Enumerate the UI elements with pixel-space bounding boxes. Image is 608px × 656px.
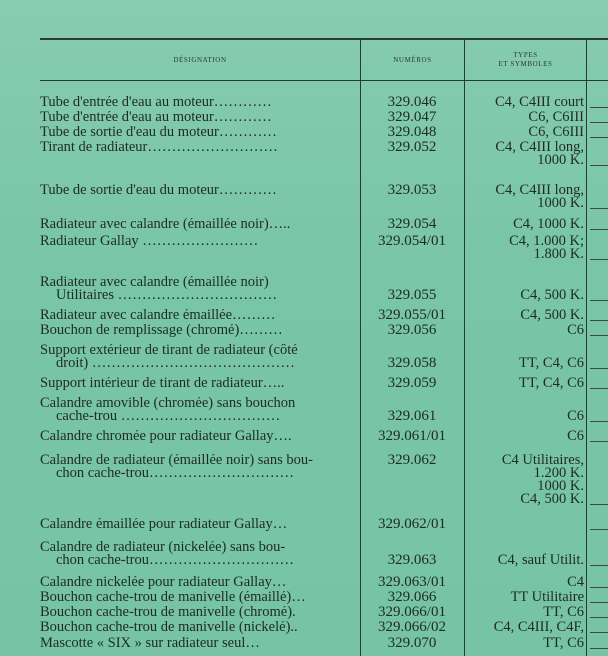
designation-cell-line: droit) …………………………………… (56, 355, 295, 370)
designation-cell-line: Bouchon cache-trou de manivelle (émaillé)… (40, 591, 306, 604)
type-cell-line: TT, C4, C6 (519, 355, 584, 371)
part-number-cell-line: 329.070 (387, 635, 437, 651)
type-cell-line: TT Utilitaire (510, 589, 584, 605)
designation-cell (40, 324, 358, 337)
type-cell-line: C4, sauf Utilit. (497, 552, 584, 568)
designation-cell-line: Radiateur avec calandre (émaillée noir) (40, 276, 269, 290)
designation-cell-line: Utilitaires …………………………… (56, 287, 278, 302)
designation-cell-line: Tube d'entrée d'eau au moteur………… (40, 96, 272, 109)
type-cell (466, 576, 584, 589)
type-cell (466, 377, 584, 390)
type-cell-line: TT, C6 (543, 604, 584, 620)
designation-cell-line: Support intérieur de tirant de radiateur….. (40, 377, 285, 390)
designation-cell-line: Support extérieur de tirant de radiateur (côté (40, 344, 298, 358)
part-number-cell (362, 235, 462, 248)
type-cell-line: C4, 500 K. (520, 287, 584, 303)
part-number-cell (362, 397, 462, 423)
part-number-cell-line: 329.062/01 (378, 516, 446, 532)
designation-cell-line: Calandre amovible (chromée) sans bouchon (40, 397, 296, 411)
type-cell (466, 141, 584, 167)
designation-cell-line: Radiateur avec calandre (émaillée noir)….. (40, 218, 291, 231)
type-cell (466, 324, 584, 337)
type-cell-line: 1000 K. (537, 152, 584, 168)
part-number-cell-line: 329.066/02 (378, 619, 446, 635)
part-number-cell-line: 329.052 (387, 139, 437, 155)
type-cell (466, 591, 584, 604)
designation-cell (40, 141, 358, 154)
part-number-cell-line: 329.046 (387, 94, 437, 110)
header-numeros-label: NUMÉROS (393, 55, 432, 64)
part-number-cell-line: 329.062 (387, 452, 437, 468)
type-cell-line: C4, C4III, C4F, (493, 619, 584, 635)
row-tick (590, 259, 608, 260)
type-cell-line: C4, C4III long, (495, 139, 584, 155)
designation-cell (40, 218, 358, 231)
designation-cell (40, 621, 358, 634)
type-cell (466, 621, 584, 634)
designation-cell (40, 276, 358, 302)
designation-cell (40, 377, 358, 390)
row-tick (590, 137, 608, 138)
designation-cell (40, 309, 358, 322)
designation-cell (40, 397, 358, 423)
part-number-cell (362, 377, 462, 390)
type-cell-line: C4 (567, 574, 584, 590)
type-cell (466, 126, 584, 139)
designation-cell (40, 96, 358, 109)
row-tick (590, 300, 608, 301)
type-cell-line: C4, 500 K. (520, 307, 584, 323)
designation-cell-line: Calandre de radiateur (émaillée noir) sans bou- (40, 454, 313, 468)
designation-cell-line: chon cache-trou………………………… (56, 552, 294, 567)
type-cell (466, 637, 584, 650)
designation-cell (40, 518, 358, 531)
type-cell-line: C4, C4III long, (495, 182, 584, 198)
part-number-cell-line: 329.047 (387, 109, 437, 125)
row-tick (590, 122, 608, 123)
row-tick (590, 441, 608, 442)
designation-cell-line: Tube d'entrée d'eau au moteur………… (40, 111, 272, 124)
type-cell-line: C6 (567, 428, 584, 444)
row-tick (590, 368, 608, 369)
part-number-cell (362, 344, 462, 370)
type-cell (466, 111, 584, 124)
part-number-cell-line: 329.063 (387, 552, 437, 568)
type-cell (466, 309, 584, 322)
type-cell-line: 1000 K. (537, 195, 584, 211)
row-tick (590, 320, 608, 321)
type-cell (466, 606, 584, 619)
type-cell-line: 1.800 K. (533, 246, 584, 262)
type-cell (466, 96, 584, 109)
designation-cell (40, 454, 358, 480)
type-cell-line: C4, 1000 K. (513, 216, 584, 232)
row-tick (590, 529, 608, 530)
type-cell-line: C4 Utilitaires, (501, 452, 584, 468)
row-tick (590, 335, 608, 336)
designation-cell-line: chon cache-trou………………………… (56, 465, 294, 480)
type-cell-line: 1000 K. (537, 478, 584, 494)
designation-cell-line: Calandre nickelée pour radiateur Gallay… (40, 576, 287, 589)
part-number-cell-line: 329.061/01 (378, 428, 446, 444)
part-number-cell (362, 591, 462, 604)
part-number-cell (362, 126, 462, 139)
row-tick (590, 617, 608, 618)
type-cell-line: C6 (567, 322, 584, 338)
part-number-cell (362, 541, 462, 567)
type-cell-line: C4, 1.000 K; (509, 233, 584, 249)
type-cell (466, 454, 584, 506)
part-number-cell (362, 218, 462, 231)
part-number-cell (362, 184, 462, 197)
designation-cell-line: Radiateur avec calandre émaillée……… (40, 309, 276, 322)
part-number-cell (362, 111, 462, 124)
designation-cell (40, 235, 358, 248)
designation-cell (40, 606, 358, 619)
designation-cell-line: cache-trou …………………………… (56, 408, 281, 423)
part-number-cell-line: 329.063/01 (378, 574, 446, 590)
row-tick (590, 107, 608, 108)
row-tick (590, 388, 608, 389)
part-number-cell-line: 329.054/01 (378, 233, 446, 249)
type-cell-line: 1.200 K. (533, 465, 584, 481)
part-number-cell (362, 276, 462, 302)
type-cell-line: TT, C4, C6 (519, 375, 584, 391)
part-number-cell (362, 96, 462, 109)
part-number-cell-line: 329.055/01 (378, 307, 446, 323)
designation-cell (40, 591, 358, 604)
part-number-cell (362, 141, 462, 154)
type-cell-line: C6, C6III (528, 109, 584, 125)
type-cell (466, 397, 584, 423)
type-cell-line: C4, C4III court (495, 94, 584, 110)
part-number-cell (362, 430, 462, 443)
type-cell (466, 276, 584, 302)
part-number-cell-line: 329.059 (387, 375, 437, 391)
row-tick (590, 165, 608, 166)
type-cell (466, 218, 584, 231)
part-number-cell-line: 329.066 (387, 589, 437, 605)
part-number-cell (362, 621, 462, 634)
designation-cell-line: Calandre émaillée pour radiateur Gallay… (40, 518, 288, 531)
type-cell-line: C4, 500 K. (520, 491, 584, 507)
row-tick (590, 565, 608, 566)
type-cell-line (466, 518, 584, 531)
designation-cell (40, 541, 358, 567)
row-tick (590, 421, 608, 422)
designation-cell (40, 637, 358, 650)
designation-cell (40, 184, 358, 197)
part-number-cell-line: 329.048 (387, 124, 437, 140)
part-number-cell (362, 576, 462, 589)
designation-cell (40, 126, 358, 139)
designation-cell (40, 576, 358, 589)
designation-cell-line: Tube de sortie d'eau du moteur………… (40, 126, 277, 139)
part-number-cell (362, 606, 462, 619)
row-tick (590, 632, 608, 633)
type-cell-line: C6 (567, 408, 584, 424)
designation-cell (40, 344, 358, 370)
designation-cell-line: Calandre de radiateur (nickelée) sans bou- (40, 541, 286, 555)
part-number-cell (362, 309, 462, 322)
part-number-cell (362, 637, 462, 650)
part-number-cell-line: 329.053 (387, 182, 437, 198)
row-tick (590, 587, 608, 588)
part-number-cell-line: 329.058 (387, 355, 437, 371)
row-tick (590, 208, 608, 209)
part-number-cell (362, 324, 462, 337)
designation-cell-line: Tube de sortie d'eau du moteur………… (40, 184, 277, 197)
row-tick (590, 504, 608, 505)
part-number-cell-line: 329.056 (387, 322, 437, 338)
type-cell-line: TT, C6 (543, 635, 584, 651)
type-cell (466, 235, 584, 261)
designation-cell-line: Mascotte « SIX » sur radiateur seul… (40, 637, 260, 650)
part-number-cell (362, 518, 462, 531)
header-designation-label: DÉSIGNATION (173, 55, 227, 64)
type-cell-line: C6, C6III (528, 124, 584, 140)
type-cell (466, 518, 584, 531)
part-number-cell (362, 454, 462, 467)
designation-cell-line: Bouchon cache-trou de manivelle (nickelé).. (40, 621, 298, 634)
row-tick (590, 229, 608, 230)
designation-cell-line: Radiateur Gallay …………………… (40, 235, 259, 248)
header-types-line2: ET SYMBOLES (498, 60, 553, 68)
designation-cell-line: Bouchon cache-trou de manivelle (chromé). (40, 606, 296, 619)
designation-cell-line: Calandre chromée pour radiateur Gallay…. (40, 430, 292, 443)
part-number-cell-line: 329.061 (387, 408, 437, 424)
type-cell (466, 430, 584, 443)
row-tick (590, 602, 608, 603)
part-number-cell-line: 329.055 (387, 287, 437, 303)
type-cell (466, 184, 584, 210)
designation-cell-line: Tirant de radiateur……………………… (40, 141, 278, 154)
header-types-line1: TYPES (513, 51, 538, 59)
row-tick (590, 648, 608, 649)
type-cell (466, 541, 584, 567)
designation-cell (40, 430, 358, 443)
designation-cell (40, 111, 358, 124)
designation-cell-line: Bouchon de remplissage (chromé)……… (40, 324, 283, 337)
type-cell (466, 344, 584, 370)
part-number-cell-line: 329.066/01 (378, 604, 446, 620)
part-number-cell-line: 329.054 (387, 216, 437, 232)
